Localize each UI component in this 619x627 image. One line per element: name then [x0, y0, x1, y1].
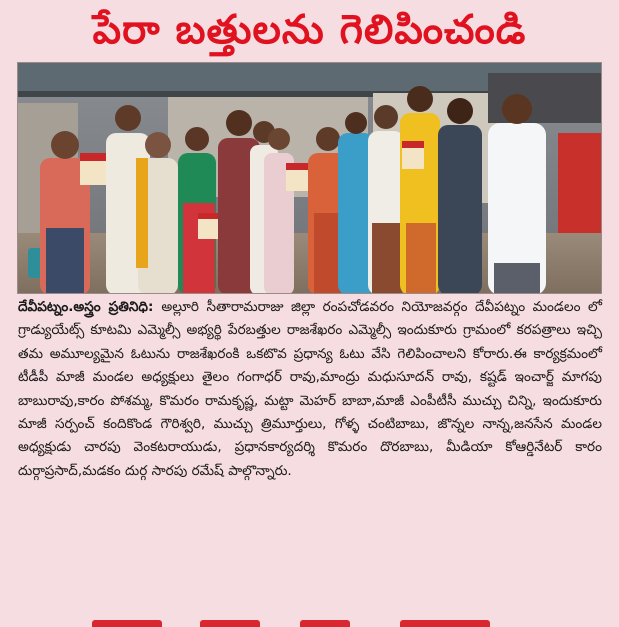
article-text: అల్లూరి సీతారామరాజు జిల్లా రంపచోడవరం నియోజవర్గం దేవీపట్నం మండలం లో గ్రాడ్యుయేట్స్ కూటమి ఎమ్మెల్సీ అభ్యర్థి పేరబత్తుల రాజశేఖరం ఎమ్మెల్సీ ఇందుకూరు గ్రామంలో కరపత్రాలు ఇచ్చి తమ అమూల్యమైన ఓటును రాజశేఖరంకి ఒకటొవ ప్రధాన్య ఓటు వేసి గెలిపించాలని కోరారు.ఈ కార్యక్రమంలో టీడీపీ మాజీ మండల అధ్యక్షులు తైలం గంగాధర్ రావు,మాంద్రు మధుసూదన్ రావు, కష్టడ్ ఇంచార్జ్ మాగపు బాబురావు,కారం పోశమ్మ, కొమరం రామకృష్ణ, మట్టా మెహర్ బాబా,మాజీ ఎంపీటీసీ ముచ్చు చిన్ని, ఇందుకూరు మాజీ సర్పంచ్ కందికొండ గౌరిశ్వరి, ముచ్చు త్రిమూర్తులు, గోళ్ళ చంటిబాబు, జొన్నల నాన్న,జనసేన మండల అధ్యక్షుడు చారపు వెంకటరాయుడు, ప్రధానకార్యదర్శి కొమరం దొరబాబు, మీడియా కోఆర్డినేటర్ కారం దుర్గాప్రసాద్,మడకం దుర్గ సారపు రమేష్ పాల్గొన్నారు.	[18, 299, 602, 479]
headline: పేరా బత్తులను గెలిపించండి	[92, 7, 527, 53]
news-photo	[17, 62, 602, 294]
next-headline-cutoff	[0, 612, 619, 627]
article-dateline: దేవీపట్నం.అస్త్రం ప్రతినిధి:	[18, 299, 162, 315]
article-body	[18, 296, 602, 483]
